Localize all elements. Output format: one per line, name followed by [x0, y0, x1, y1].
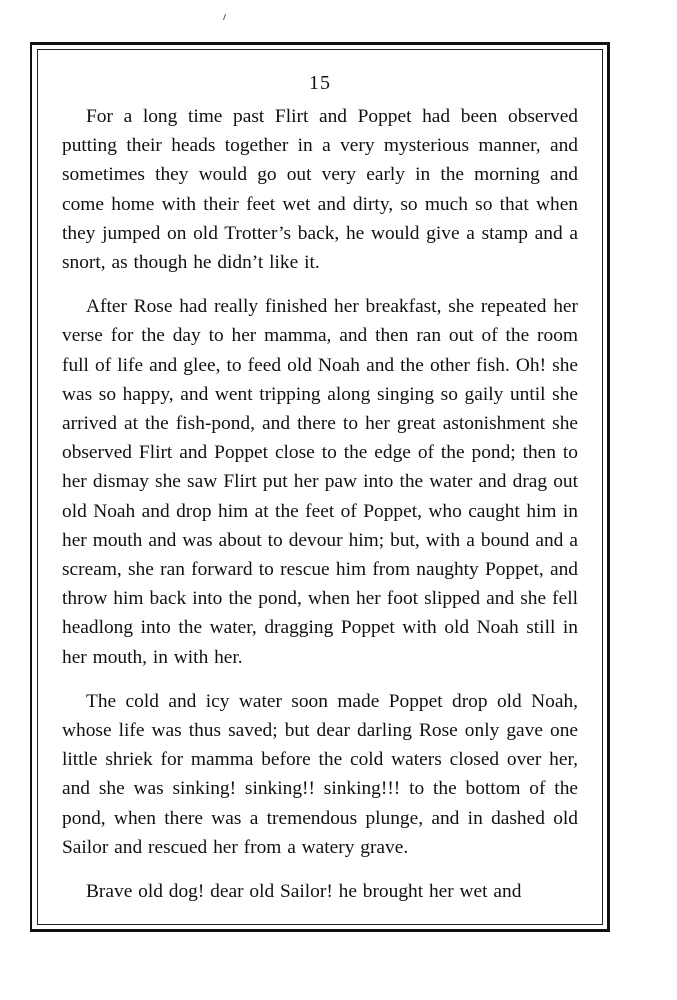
paragraph-4: Brave old dog! dear old Sailor! he brought her wet and: [86, 881, 522, 903]
body-text: [62, 102, 578, 906]
paragraph-3: The cold and icy water soon made Poppet drop old Noah, whose life was thus saved; but dear darling Rose only gave one little shriek for mamma before the cold waters closed over her, and she was sinking! sinking!! sinking!!! to the bottom of the pond, when there was a tremendous plunge, and in dashed old Sailor and rescued her from a watery grave.: [62, 690, 578, 858]
paragraph-1: For a long time past Flirt and Poppet had been observed putting their heads together in a very mysterious manner, and sometimes they would go out very early in the morning and come home with their feet wet and dirty, so much so that when they jumped on old Trotter’s back, he would give a stamp and a snort, as though he didn’t like it.: [62, 106, 578, 274]
paragraph-2: After Rose had really finished her breakfast, she repeated her verse for the day to her mamma, and then ran out of the room full of life and glee, to feed old Noah and the other fish. Oh! she was so happy, and went tripping along singing so gaily until she arrived at the fish-pond, and there to her great astonishment she observed Flirt and Poppet close to the edge of the pond; then to her dismay she saw Flirt put her paw into the water and drag out old Noah and drop him at the feet of Poppet, who caught him in her mouth and was about to devour him; but, with a bound and a scream, she ran forward to rescue him from naughty Poppet, and throw him back into the pond, when her foot slipped and she fell headlong into the water, dragging Poppet with old Noah still in her mouth, in with her.: [62, 296, 578, 668]
page-number: 15: [309, 72, 331, 94]
stray-ink-mark: [223, 14, 226, 20]
